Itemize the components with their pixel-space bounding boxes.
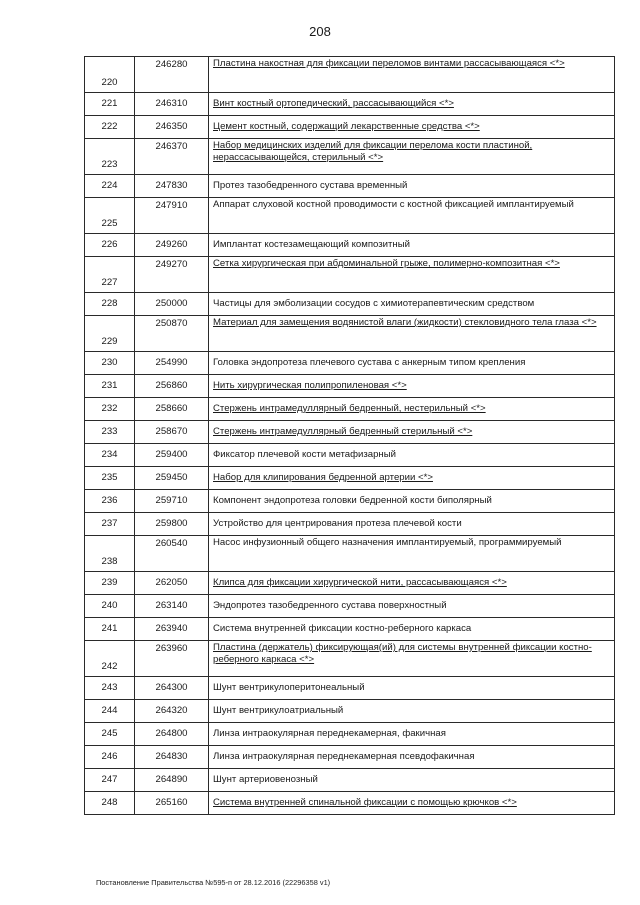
table-row	[85, 723, 615, 746]
table-row	[85, 139, 615, 175]
device-table-body	[85, 57, 615, 815]
item-name-cell: Линза интраокулярная переднекамерная псевдофакичная	[209, 746, 615, 769]
table-row	[85, 257, 615, 293]
code-cell: 264300	[135, 677, 209, 700]
page-number: 208	[309, 24, 331, 39]
row-number-cell: 246	[85, 746, 135, 769]
row-number-cell: 243	[85, 677, 135, 700]
item-name-cell: Компонент эндопротеза головки бедренной кости биполярный	[209, 490, 615, 513]
row-number-cell: 239	[85, 572, 135, 595]
table-row	[85, 618, 615, 641]
item-name-cell: Устройство для центрирования протеза плечевой кости	[209, 513, 615, 536]
row-number-cell: 238	[85, 536, 135, 572]
table-row	[85, 316, 615, 352]
code-cell: 246370	[135, 139, 209, 175]
code-cell: 265160	[135, 792, 209, 815]
item-name-cell: Фиксатор плечевой кости метафизарный	[209, 444, 615, 467]
row-number-cell: 228	[85, 293, 135, 316]
table-row	[85, 234, 615, 257]
table-row	[85, 769, 615, 792]
item-name-cell: Головка эндопротеза плечевого сустава с анкерным типом крепления	[209, 352, 615, 375]
row-number-cell: 234	[85, 444, 135, 467]
row-number-cell: 231	[85, 375, 135, 398]
item-name-cell: Пластина (держатель) фиксирующая(ий) для системы внутренней фиксации костно-реберного каркаса <*>	[209, 641, 615, 677]
code-cell: 258660	[135, 398, 209, 421]
item-name-cell: Система внутренней фиксации костно-реберного каркаса	[209, 618, 615, 641]
item-name-cell: Набор медицинских изделий для фиксации перелома кости пластиной, нерассасывающейся, стерильный <*>	[209, 139, 615, 175]
code-cell: 246310	[135, 93, 209, 116]
code-cell: 263940	[135, 618, 209, 641]
row-number-cell: 230	[85, 352, 135, 375]
code-cell: 256860	[135, 375, 209, 398]
code-cell: 262050	[135, 572, 209, 595]
item-name-cell: Цемент костный, содержащий лекарственные средства <*>	[209, 116, 615, 139]
item-name-cell: Эндопротез тазобедренного сустава поверхностный	[209, 595, 615, 618]
table-row	[85, 746, 615, 769]
code-cell: 247830	[135, 175, 209, 198]
row-number-cell: 240	[85, 595, 135, 618]
table-row	[85, 572, 615, 595]
row-number-cell: 223	[85, 139, 135, 175]
item-name-cell: Стержень интрамедуллярный бедренный стерильный <*>	[209, 421, 615, 444]
code-cell: 249260	[135, 234, 209, 257]
row-number-cell: 225	[85, 198, 135, 234]
code-cell: 264830	[135, 746, 209, 769]
row-number-cell: 245	[85, 723, 135, 746]
table-row	[85, 293, 615, 316]
table-row	[85, 467, 615, 490]
row-number-cell: 237	[85, 513, 135, 536]
row-number-cell: 232	[85, 398, 135, 421]
code-cell: 258670	[135, 421, 209, 444]
code-cell: 263960	[135, 641, 209, 677]
table-row	[85, 93, 615, 116]
code-cell: 259800	[135, 513, 209, 536]
table-row	[85, 513, 615, 536]
code-cell: 247910	[135, 198, 209, 234]
row-number-cell: 227	[85, 257, 135, 293]
item-name-cell: Винт костный ортопедический, рассасывающийся <*>	[209, 93, 615, 116]
code-cell: 249270	[135, 257, 209, 293]
item-name-cell: Имплантат костезамещающий композитный	[209, 234, 615, 257]
code-cell: 246350	[135, 116, 209, 139]
code-cell: 259400	[135, 444, 209, 467]
item-name-cell: Система внутренней спинальной фиксации с помощью крючков <*>	[209, 792, 615, 815]
item-name-cell: Шунт артериовенозный	[209, 769, 615, 792]
row-number-cell: 247	[85, 769, 135, 792]
code-cell: 259710	[135, 490, 209, 513]
item-name-cell: Стержень интрамедуллярный бедренный, нестерильный <*>	[209, 398, 615, 421]
row-number-cell: 229	[85, 316, 135, 352]
row-number-cell: 235	[85, 467, 135, 490]
item-name-cell: Аппарат слуховой костной проводимости с костной фиксацией имплантируемый	[209, 198, 615, 234]
item-name-cell: Линза интраокулярная переднекамерная, факичная	[209, 723, 615, 746]
table-row	[85, 352, 615, 375]
table-row	[85, 700, 615, 723]
row-number-cell: 220	[85, 57, 135, 93]
code-cell: 263140	[135, 595, 209, 618]
footer-text: Постановление Правительства №595-п от 28.12.2016 (22296358 v1)	[96, 878, 331, 887]
item-name-cell: Протез тазобедренного сустава временный	[209, 175, 615, 198]
table-row	[85, 792, 615, 815]
row-number-cell: 242	[85, 641, 135, 677]
table-row	[85, 595, 615, 618]
code-cell: 250000	[135, 293, 209, 316]
code-cell: 260540	[135, 536, 209, 572]
item-name-cell: Материал для замещения водянистой влаги (жидкости) стекловидного тела глаза <*>	[209, 316, 615, 352]
item-name-cell: Пластина накостная для фиксации переломов винтами рассасывающаяся <*>	[209, 57, 615, 93]
item-name-cell: Шунт вентрикулоатриальный	[209, 700, 615, 723]
table-row	[85, 641, 615, 677]
code-cell: 254990	[135, 352, 209, 375]
row-number-cell: 222	[85, 116, 135, 139]
item-name-cell: Набор для клипирования бедренной артерии <*>	[209, 467, 615, 490]
row-number-cell: 248	[85, 792, 135, 815]
item-name-cell: Насос инфузионный общего назначения имплантируемый, программируемый	[209, 536, 615, 572]
code-cell: 246280	[135, 57, 209, 93]
row-number-cell: 221	[85, 93, 135, 116]
table-row	[85, 536, 615, 572]
row-number-cell: 244	[85, 700, 135, 723]
item-name-cell: Нить хирургическая полипропиленовая <*>	[209, 375, 615, 398]
item-name-cell: Сетка хирургическая при абдоминальной грыже, полимерно-композитная <*>	[209, 257, 615, 293]
row-number-cell: 241	[85, 618, 135, 641]
item-name-cell: Клипса для фиксации хирургической нити, рассасывающаяся <*>	[209, 572, 615, 595]
item-name-cell: Шунт вентрикулоперитонеальный	[209, 677, 615, 700]
row-number-cell: 233	[85, 421, 135, 444]
table-row	[85, 198, 615, 234]
code-cell: 264800	[135, 723, 209, 746]
table-row	[85, 444, 615, 467]
code-cell: 264890	[135, 769, 209, 792]
device-table	[84, 56, 615, 815]
code-cell: 264320	[135, 700, 209, 723]
table-row	[85, 57, 615, 93]
table-row	[85, 375, 615, 398]
table-row	[85, 490, 615, 513]
row-number-cell: 224	[85, 175, 135, 198]
item-name-cell: Частицы для эмболизации сосудов с химиотерапевтическим средством	[209, 293, 615, 316]
table-row	[85, 116, 615, 139]
row-number-cell: 236	[85, 490, 135, 513]
code-cell: 259450	[135, 467, 209, 490]
row-number-cell: 226	[85, 234, 135, 257]
table-row	[85, 677, 615, 700]
table-row	[85, 421, 615, 444]
code-cell: 250870	[135, 316, 209, 352]
table-row	[85, 398, 615, 421]
table-row	[85, 175, 615, 198]
